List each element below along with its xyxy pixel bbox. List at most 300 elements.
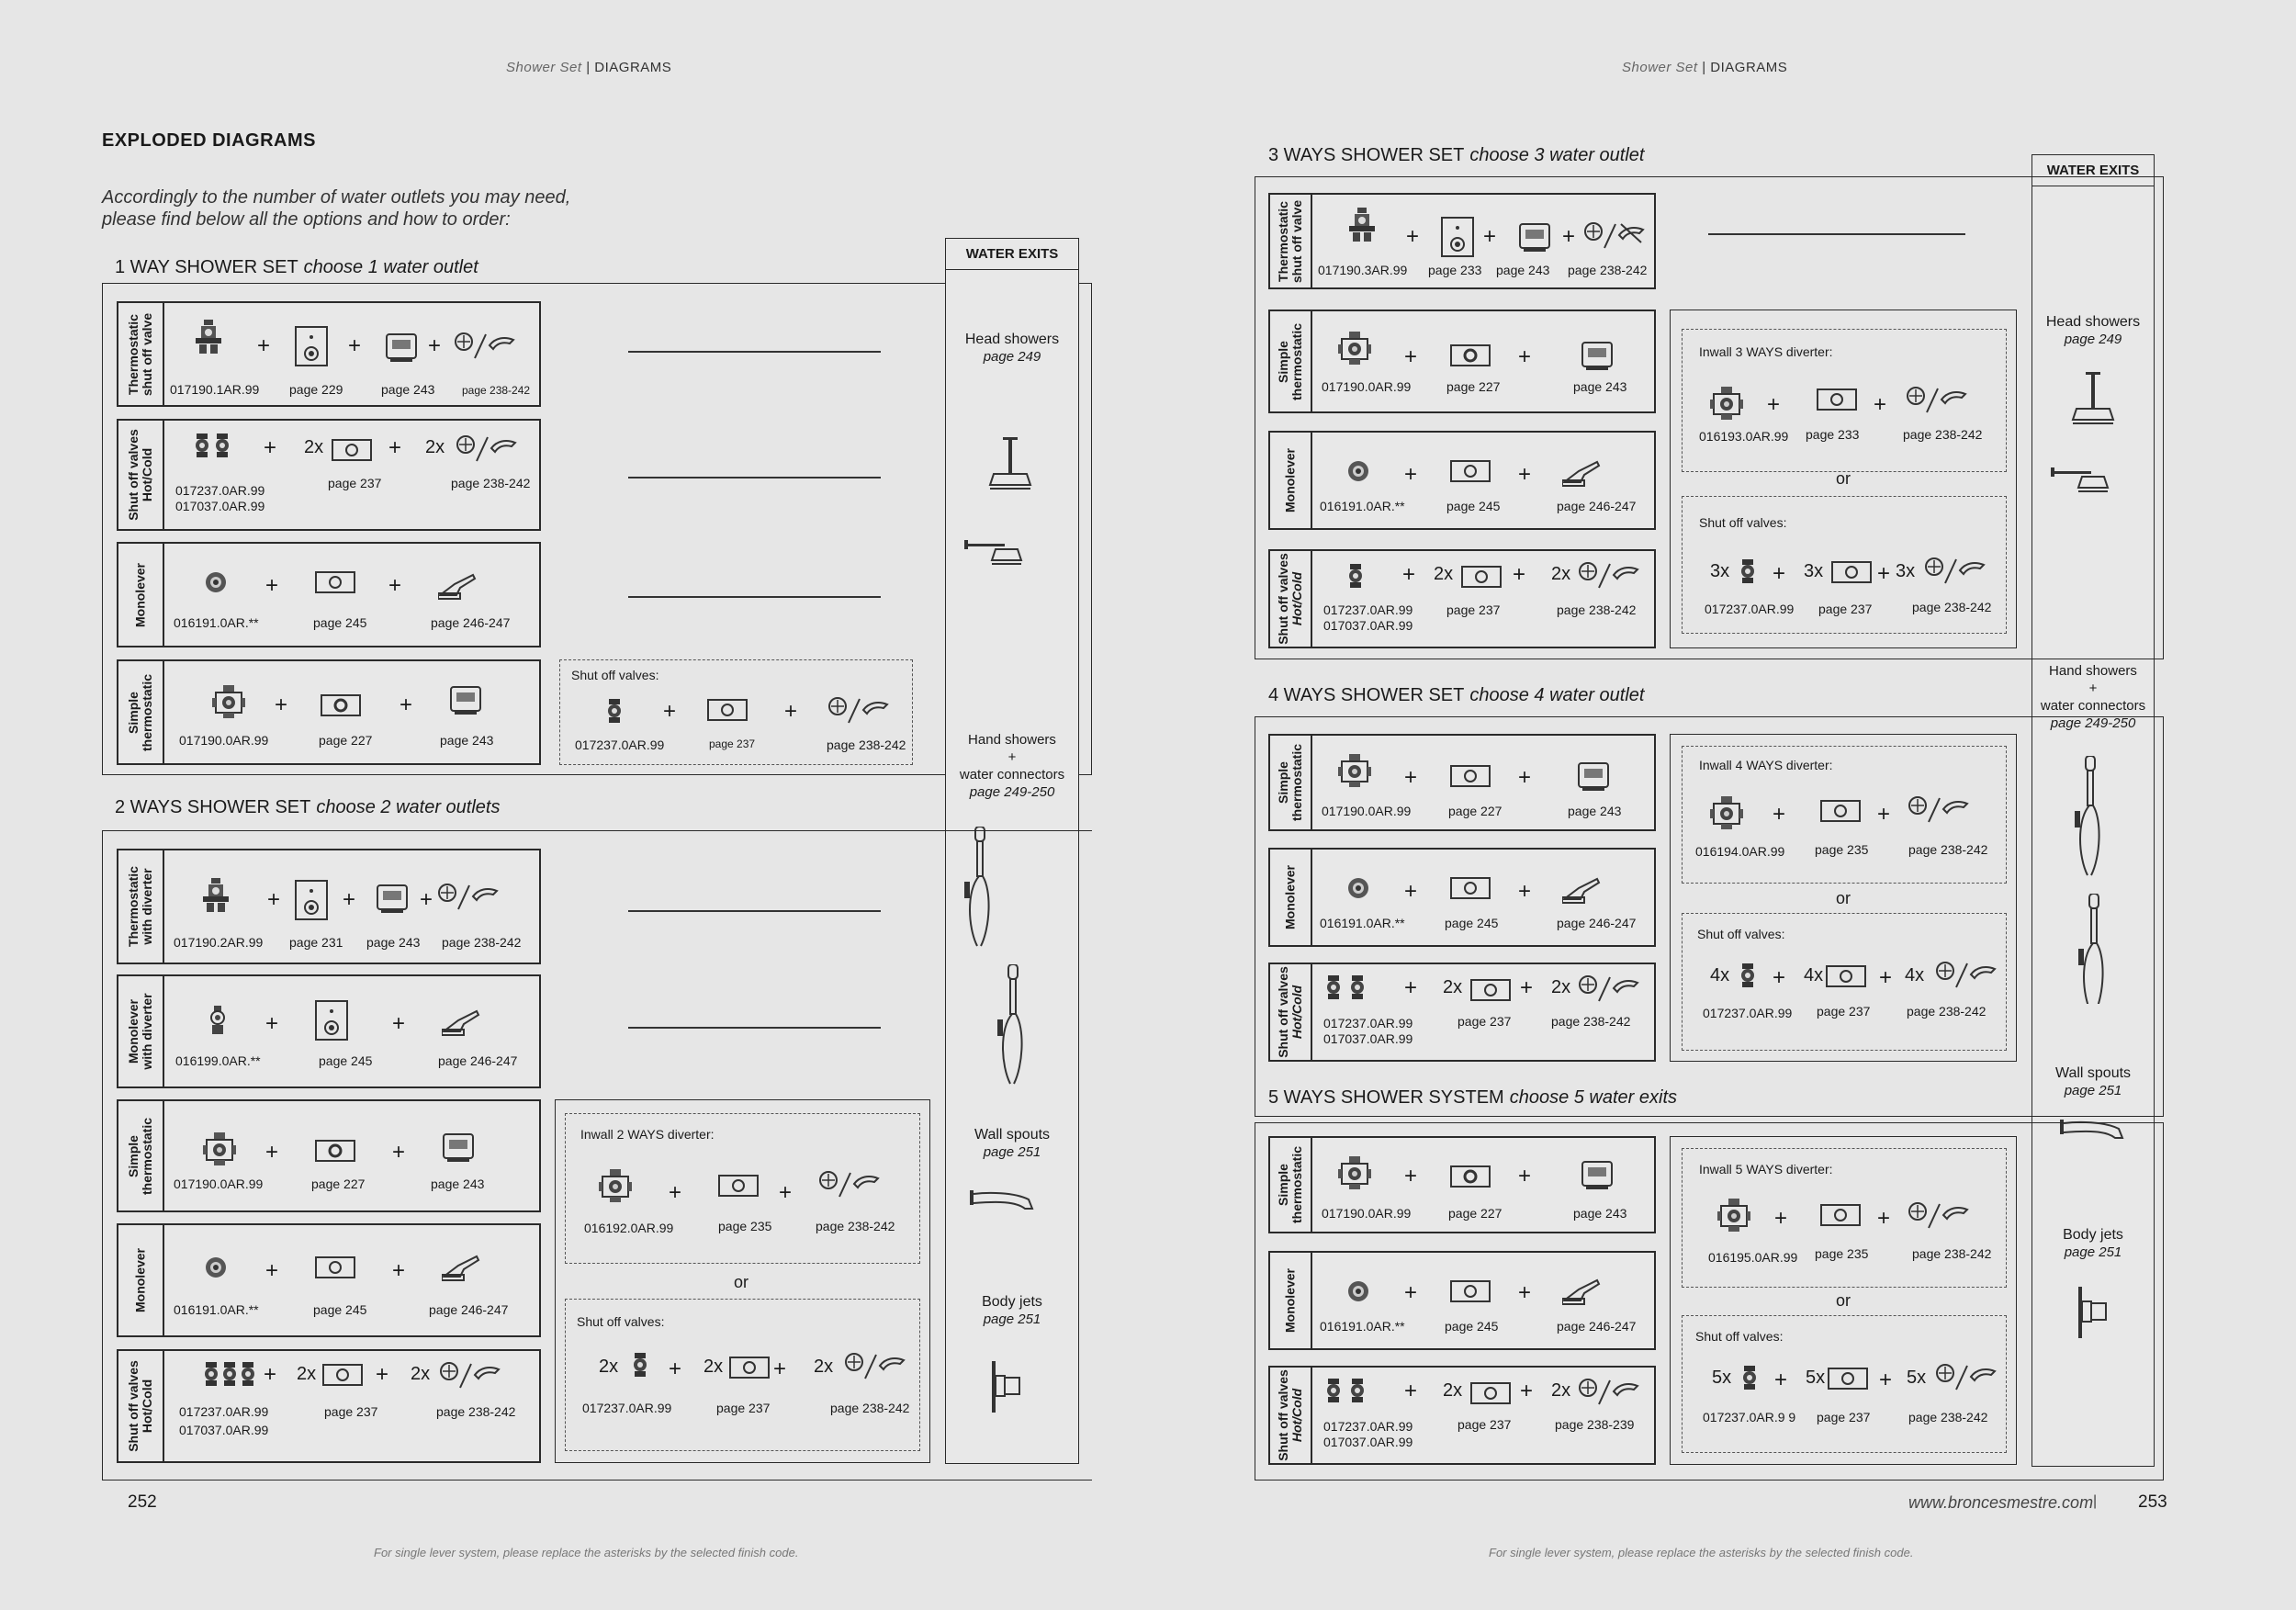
diverter-icon <box>1710 796 1743 831</box>
we-head-page: page 249 <box>2064 332 2122 347</box>
handle-knob-icon <box>1518 222 1551 253</box>
cartridge-icon <box>205 571 229 595</box>
wall-plate-icon <box>321 694 363 718</box>
inwall-2ways-box <box>565 1113 920 1264</box>
we-head-label: Head showers <box>964 332 1060 347</box>
we-hand-showers <box>946 731 1078 801</box>
row-label <box>1270 433 1312 528</box>
label-line-1: Simple <box>1276 1164 1290 1206</box>
wall-plate-icon <box>322 1364 365 1388</box>
product-code: 016192.0AR.99 <box>584 1221 674 1235</box>
quantity: 2x <box>1434 564 1454 584</box>
mini-valve-icon <box>208 1006 229 1035</box>
box-label: Shut off valves: <box>571 668 659 682</box>
box-label: Shut off valves: <box>1697 927 1785 941</box>
label-line-2: thermostatic <box>1289 1145 1304 1224</box>
we-jets-label: Body jets <box>2063 1227 2123 1243</box>
or-separator: or <box>1836 1291 1851 1310</box>
write-in-line <box>628 477 881 478</box>
row-label <box>1270 195 1312 287</box>
cartridge-icon <box>1347 877 1371 901</box>
section-3ways-title <box>1268 145 1644 166</box>
footer-sep: | <box>2093 1493 2098 1509</box>
lever-handle-icon <box>1562 875 1603 906</box>
page-ref: page 238-242 <box>1912 600 1992 614</box>
thermostatic-valve-icon <box>196 320 221 355</box>
wall-plate-icon <box>1820 1204 1863 1228</box>
page-ref: page 245 <box>313 1302 367 1317</box>
shutoff-5ways-box <box>1682 1315 2007 1453</box>
page-ref: page 227 <box>1446 379 1501 394</box>
diverter-icon <box>1717 1199 1750 1233</box>
shutoff-valve-icon <box>1325 975 1342 999</box>
row-label <box>1270 964 1312 1060</box>
product-code: 017037.0AR.99 <box>1323 618 1413 633</box>
row-monolever-3 <box>1268 431 1656 530</box>
quantity: 2x <box>1551 977 1571 997</box>
header-sep: | <box>586 60 591 75</box>
row-monolever-2 <box>117 1223 541 1337</box>
plus-sign: + <box>1520 975 1534 1000</box>
plus-sign: + <box>264 435 277 460</box>
handle-knob-icon <box>449 685 482 716</box>
label-line-2: Hot/Cold <box>1289 985 1304 1040</box>
box-label: Inwall 3 WAYS diverter: <box>1699 344 1833 359</box>
section-title: 3 WAYS SHOWER SET <box>1268 145 1465 165</box>
row-label <box>1270 551 1312 647</box>
plus-sign: + <box>376 1362 389 1387</box>
page-ref: page 231 <box>289 935 343 950</box>
page-ref: page 237 <box>716 1401 771 1415</box>
row-shutoff-hotcold-2 <box>117 1349 541 1463</box>
row-label <box>118 1101 164 1210</box>
section-2ways-title <box>115 797 500 818</box>
shower-outlet-icon <box>440 1362 501 1390</box>
shutoff-valve-icon <box>1325 1379 1342 1402</box>
wall-plate-icon <box>315 1256 357 1280</box>
product-code: 017037.0AR.99 <box>1323 1435 1413 1449</box>
page-ref: page 243 <box>1573 1206 1627 1221</box>
page-ref: page 238-242 <box>816 1219 895 1233</box>
section-title: 2 WAYS SHOWER SET <box>115 797 311 817</box>
row-label <box>118 1225 164 1335</box>
row-simple-thermostatic <box>117 659 541 765</box>
intro-line-2: please find below all the options and how to order: <box>102 209 511 230</box>
plus-sign: + <box>1879 1368 1893 1392</box>
options-box-2ways <box>555 1099 930 1463</box>
lever-handle-icon <box>1562 1277 1603 1308</box>
plus-sign: + <box>343 887 356 912</box>
header-series: Shower Set <box>506 60 582 75</box>
product-code: 017237.0AR.99 <box>1323 1016 1413 1030</box>
plus-sign: + <box>1518 765 1532 790</box>
shower-outlet-icon <box>1579 975 1639 1003</box>
ceiling-shower-icon <box>988 437 1034 492</box>
thermostatic-valve-icon <box>203 1132 236 1167</box>
wall-plate-icon <box>1450 877 1492 901</box>
plus-sign: + <box>420 887 433 912</box>
product-code: 017190.3AR.99 <box>1318 263 1408 277</box>
row-label <box>1270 1253 1312 1348</box>
we-jets-label: Body jets <box>982 1294 1042 1310</box>
we-hand-page: page 249-250 <box>969 784 1055 800</box>
label-line-1: Monolever <box>126 999 141 1064</box>
handle-knob-icon <box>1577 761 1610 793</box>
write-in-line <box>628 1027 881 1029</box>
shutoff-valve-icon <box>214 433 231 457</box>
wall-plate-icon <box>1820 800 1863 824</box>
we-hand-page: page 249-250 <box>2050 715 2136 731</box>
product-code: 016191.0AR.** <box>174 615 259 630</box>
quantity: 5x <box>1806 1368 1826 1388</box>
label-line-2: with diverter <box>140 868 154 945</box>
handle-knob-icon <box>442 1132 475 1164</box>
we-spouts-page: page 251 <box>2064 1083 2122 1098</box>
quantity: 2x <box>304 437 324 457</box>
product-code: 017190.2AR.99 <box>174 935 264 950</box>
product-code: 017237.0AR.99 <box>575 737 665 752</box>
wall-plate-icon <box>1831 561 1874 585</box>
shower-outlet-icon <box>1907 387 1967 414</box>
plus-sign: + <box>1877 802 1891 827</box>
row-thermo-shutoff <box>117 301 541 407</box>
row-shutoff-3 <box>1268 549 1656 648</box>
label-line-2: thermostatic <box>140 1117 154 1195</box>
plus-sign: + <box>265 1140 279 1165</box>
plus-sign: + <box>265 573 279 598</box>
plus-sign: + <box>1562 224 1576 249</box>
page-ref: page 246-247 <box>1557 499 1637 513</box>
product-code: 017237.0AR.99 <box>1703 1006 1793 1020</box>
plus-sign: + <box>265 1011 279 1036</box>
thermostatic-valve-icon <box>1338 754 1371 789</box>
shutoff-alt-box <box>559 659 913 765</box>
plus-sign: + <box>1402 562 1416 587</box>
wall-plate-icon <box>1470 979 1513 1003</box>
we-head-showers <box>946 331 1078 366</box>
page-ref: page 238-242 <box>1903 427 1983 442</box>
header-sep: | <box>1702 60 1706 75</box>
shower-outlet-icon <box>828 697 889 725</box>
shower-outlet-icon <box>438 884 499 911</box>
shutoff-valve-icon <box>221 1362 238 1386</box>
plus-sign: + <box>1877 561 1891 586</box>
header-section: DIAGRAMS <box>594 60 672 75</box>
label-line-1: Shut off valves <box>126 429 141 521</box>
plus-sign: + <box>1879 965 1893 990</box>
plus-sign: + <box>1404 462 1418 487</box>
page-ref: page 245 <box>313 615 367 630</box>
wall-plate-icon <box>1450 460 1492 484</box>
section-subtitle: choose 4 water outlet <box>1469 685 1645 705</box>
product-code: 016191.0AR.** <box>1320 916 1405 930</box>
quantity: 2x <box>297 1364 317 1384</box>
plus-sign: + <box>392 1011 406 1036</box>
plus-sign: + <box>1404 975 1418 1000</box>
product-code: 017237.0AR.99 <box>1323 602 1413 617</box>
wall-plate-icon <box>295 880 330 922</box>
quantity: 4x <box>1710 965 1730 985</box>
thermostatic-valve-icon <box>1338 332 1371 366</box>
plus-sign: + <box>779 1180 793 1205</box>
row-simple-thermo-3 <box>1268 310 1656 413</box>
wall-plate-icon <box>1450 1165 1492 1189</box>
page-ref: page 238-242 <box>1908 842 1988 857</box>
section-title: 5 WAYS SHOWER SYSTEM <box>1268 1087 1504 1108</box>
page-ref: page 246-247 <box>1557 1319 1637 1334</box>
we-hand-label: Hand showers <box>2049 663 2137 679</box>
we-hand-plus: + <box>1007 749 1017 765</box>
quantity: 2x <box>1443 977 1463 997</box>
page-ref: page 237 <box>1446 602 1501 617</box>
we-jets-page: page 251 <box>2064 1244 2122 1260</box>
or-separator: or <box>734 1273 749 1291</box>
product-code: 017237.0AR.99 <box>1323 1419 1413 1434</box>
row-label <box>1270 311 1312 411</box>
product-code: 016193.0AR.99 <box>1699 429 1789 444</box>
page-ref: page 237 <box>324 1404 378 1419</box>
page-ref: page 243 <box>366 935 421 950</box>
label-line-2: thermostatic <box>1289 743 1304 822</box>
page-ref: page 246-247 <box>1557 916 1637 930</box>
product-code: 016195.0AR.99 <box>1708 1250 1798 1265</box>
page-number-right: 253 <box>2138 1492 2167 1512</box>
shower-outlet-icon <box>455 332 515 360</box>
wall-plate-icon <box>315 1000 350 1042</box>
or-separator: or <box>1836 889 1851 907</box>
shower-outlet-icon <box>1908 796 1969 824</box>
page-ref: page 235 <box>1815 1246 1869 1261</box>
plus-sign: + <box>1404 1280 1418 1305</box>
label-line-1: Simple <box>1276 340 1290 383</box>
plus-sign: + <box>428 333 442 358</box>
plus-sign: + <box>1774 1206 1788 1231</box>
section-title: 4 WAYS SHOWER SET <box>1268 685 1465 705</box>
handle-knob-icon <box>376 884 409 915</box>
page-ref: page 237 <box>1458 1014 1512 1029</box>
we-hand-label-2: water connectors <box>959 767 1065 782</box>
plus-sign: + <box>264 1362 277 1387</box>
product-code: 017190.0AR.99 <box>1322 1206 1412 1221</box>
plus-sign: + <box>388 435 402 460</box>
page-ref: page 237 <box>328 476 382 490</box>
lever-handle-icon <box>442 1008 482 1039</box>
handle-knob-icon <box>1581 1160 1614 1191</box>
product-code: 017037.0AR.99 <box>175 499 265 513</box>
write-in-line <box>628 596 881 598</box>
plus-sign: + <box>1773 802 1786 827</box>
product-code: 017037.0AR.99 <box>179 1423 269 1437</box>
plus-sign: + <box>1877 1206 1891 1231</box>
section-title: 1 WAY SHOWER SET <box>115 257 298 277</box>
plus-sign: + <box>1518 879 1532 904</box>
label-line-1: Thermostatic <box>1276 200 1290 282</box>
shutoff-valve-icon <box>606 699 623 723</box>
page-ref: page 237 <box>709 737 756 750</box>
label-line-2: Hot/Cold <box>1289 571 1304 626</box>
write-in-line <box>628 910 881 912</box>
wall-plate-icon <box>1470 1382 1513 1406</box>
wall-plate-icon <box>1817 388 1859 412</box>
page-ref: page 246-247 <box>431 615 511 630</box>
page-ref: page 233 <box>1806 427 1860 442</box>
header-series: Shower Set <box>1622 60 1698 75</box>
quantity: 2x <box>1443 1380 1463 1401</box>
quantity: 2x <box>814 1357 834 1377</box>
shower-outlet-icon <box>1925 557 1986 585</box>
plus-sign: + <box>348 333 362 358</box>
page-ref: page 237 <box>1458 1417 1512 1432</box>
quantity: 3x <box>1896 561 1916 581</box>
shutoff-valve-icon <box>1349 1379 1366 1402</box>
we-head-label: Head showers <box>2045 314 2141 330</box>
page-ref: page 238-242 <box>1557 602 1637 617</box>
write-in-line <box>628 351 881 353</box>
row-monolever <box>117 542 541 647</box>
row-monolever-4 <box>1268 848 1656 947</box>
row-label <box>118 661 164 763</box>
label-line-1: Shut off valves <box>126 1360 141 1452</box>
quantity: 2x <box>1551 1380 1571 1401</box>
page-number-left: 252 <box>128 1492 157 1512</box>
shutoff-2ways-box <box>565 1299 920 1451</box>
shutoff-valve-icon <box>203 1362 219 1386</box>
wall-plate-icon <box>332 439 374 463</box>
product-code: 016199.0AR.** <box>175 1053 261 1068</box>
quantity: 2x <box>425 437 445 457</box>
thermostatic-valve-icon <box>1349 208 1375 242</box>
row-shutoff-4 <box>1268 963 1656 1062</box>
product-code: 017037.0AR.99 <box>1323 1031 1413 1046</box>
we-jets-page: page 251 <box>983 1312 1041 1327</box>
wall-plate-icon <box>1441 217 1476 259</box>
page-ref: page 235 <box>1815 842 1869 857</box>
header-section: DIAGRAMS <box>1710 60 1788 75</box>
quantity: 2x <box>599 1357 619 1377</box>
page-ref: page 243 <box>1496 263 1550 277</box>
intro-line-1: Accordingly to the number of water outlets you may need, <box>102 187 571 208</box>
wall-plate-icon <box>315 571 357 595</box>
plus-sign: + <box>1774 1368 1788 1392</box>
row-label <box>1270 1138 1312 1232</box>
quantity: 5x <box>1907 1368 1927 1388</box>
plus-sign: + <box>1518 462 1532 487</box>
diverter-icon <box>599 1169 632 1204</box>
plus-sign: + <box>669 1357 682 1381</box>
wall-plate-icon <box>707 699 749 723</box>
product-code: 017237.0AR.99 <box>175 483 265 498</box>
label-line-1: Thermostatic <box>126 866 141 947</box>
thermostatic-valve-icon <box>1338 1156 1371 1191</box>
page-ref: page 227 <box>311 1177 366 1191</box>
row-label <box>118 303 164 405</box>
page-ref: page 246-247 <box>438 1053 518 1068</box>
shower-outlet-icon <box>1936 962 1997 989</box>
shutoff-valve-icon <box>1349 975 1366 999</box>
wall-shower-icon <box>964 536 1025 568</box>
page-ref: page 238-242 <box>451 476 531 490</box>
box-label: Inwall 2 WAYS diverter: <box>580 1127 715 1142</box>
product-code: 017190.0AR.99 <box>1322 379 1412 394</box>
cartridge-icon <box>205 1256 229 1280</box>
website-link[interactable]: www.broncesmestre.com <box>1908 1493 2094 1512</box>
plus-sign: + <box>1404 879 1418 904</box>
plus-sign: + <box>1874 392 1887 417</box>
plus-sign: + <box>1520 1379 1534 1403</box>
plus-sign: + <box>669 1180 682 1205</box>
page-ref: page 243 <box>1568 804 1622 818</box>
row-label <box>118 976 164 1086</box>
product-code: 016191.0AR.** <box>1320 499 1405 513</box>
plus-sign: + <box>1404 765 1418 790</box>
row-label <box>118 1351 164 1461</box>
plus-sign: + <box>1404 1379 1418 1403</box>
label-line-2: Hot/Cold <box>140 447 154 502</box>
quantity: 2x <box>1551 564 1571 584</box>
or-separator: or <box>1836 469 1851 488</box>
inwall-4ways-box <box>1682 746 2007 884</box>
product-code: 016194.0AR.99 <box>1695 844 1785 859</box>
quantity: 5x <box>1712 1368 1732 1388</box>
section-1way-title <box>115 257 478 278</box>
label-line-1: Simple <box>1276 761 1290 804</box>
shower-outlet-icon <box>1584 222 1645 250</box>
label-line-2: Hot/Cold <box>1289 1388 1304 1443</box>
plus-sign: + <box>1404 344 1418 369</box>
section-subtitle: choose 5 water exits <box>1509 1087 1678 1108</box>
page-ref: page 233 <box>1428 263 1482 277</box>
row-label <box>118 421 164 529</box>
product-code: 017190.0AR.99 <box>1322 804 1412 818</box>
page-ref: page 245 <box>1446 499 1501 513</box>
quantity: 3x <box>1710 561 1730 581</box>
shutoff-valve-icon <box>632 1353 648 1377</box>
plus-sign: + <box>388 573 402 598</box>
plus-sign: + <box>392 1140 406 1165</box>
water-exits-title: WATER EXITS <box>2032 155 2154 186</box>
page-ref: page 238-242 <box>827 737 906 752</box>
row-shutoff-5 <box>1268 1366 1656 1465</box>
page-ref: page 238-242 <box>1568 263 1648 277</box>
label-line-1: Shut off valves <box>1276 553 1290 645</box>
quantity: 2x <box>411 1364 431 1384</box>
row-label <box>118 544 164 646</box>
plus-sign: + <box>392 1258 406 1283</box>
plus-sign: + <box>265 1258 279 1283</box>
label-line-1: Monolever <box>1282 447 1298 513</box>
label-line-2: shut off valve <box>140 312 154 396</box>
page-ref: page 227 <box>1448 804 1503 818</box>
row-simple-thermostatic-2 <box>117 1099 541 1212</box>
label-line-1: Monolever <box>1282 1267 1298 1334</box>
options-box-5ways <box>1670 1136 2017 1465</box>
we-head-page: page 249 <box>983 349 1041 365</box>
page-ref: page 237 <box>1817 1410 1871 1424</box>
page-ref: page 245 <box>1445 916 1499 930</box>
page-ref: page 243 <box>1573 379 1627 394</box>
we-hand-label-2: water connectors <box>2040 698 2146 714</box>
we-spouts-label: Wall spouts <box>2054 1065 2132 1081</box>
label-line-1: Shut off valves <box>1276 1369 1290 1461</box>
footnote-right: For single lever system, please replace the asterisks by the selected finish code. <box>1489 1546 1914 1559</box>
shower-outlet-icon <box>1579 562 1639 590</box>
wall-plate-icon <box>1450 344 1492 368</box>
label-line-2: thermostatic <box>1289 322 1304 400</box>
footnote-left: For single lever system, please replace the asterisks by the selected finish code. <box>374 1546 799 1559</box>
page-ref: page 227 <box>319 733 373 748</box>
product-code: 017190.0AR.99 <box>179 733 269 748</box>
write-in-line <box>1708 233 1965 235</box>
